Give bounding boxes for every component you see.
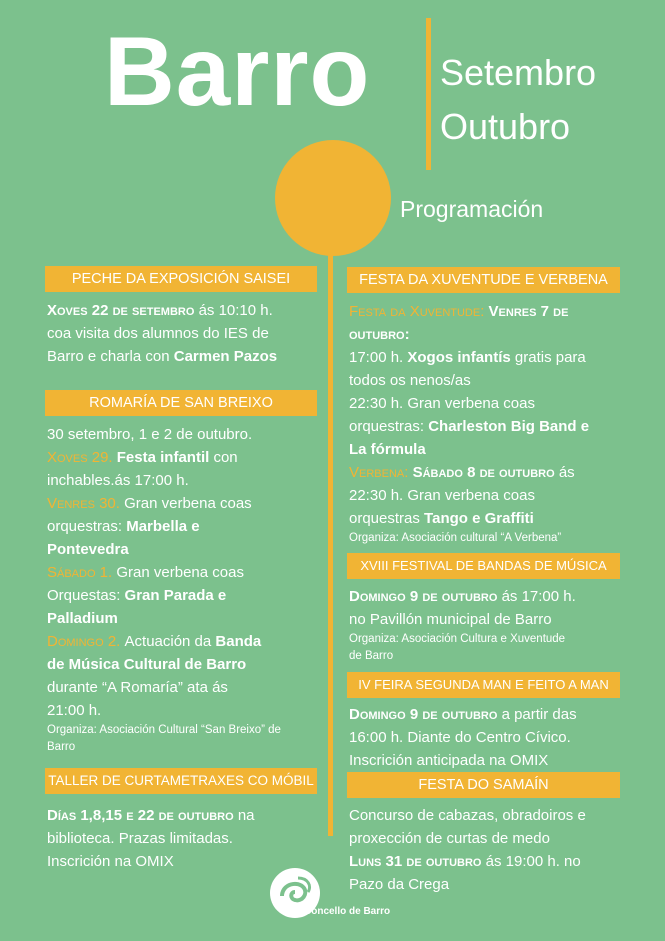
text: 16:00 h. Diante do Centro Cívico. [349, 729, 571, 746]
bold-text: e [126, 807, 138, 824]
text: Inscrición anticipada na OMIX [349, 752, 549, 769]
text-line [47, 804, 255, 827]
section-body [47, 804, 255, 873]
text: no Pavillón municipal de Barro [349, 611, 552, 628]
text: Orquestas: [47, 587, 125, 604]
section-header-romaria: ROMARÍA DE SAN BREIXO [45, 390, 317, 416]
text-line [349, 438, 589, 461]
text-line [47, 561, 281, 584]
text-line [47, 699, 281, 722]
text-line [47, 299, 277, 322]
bold-text: Venres 7 de [488, 303, 569, 320]
text-line [349, 585, 576, 608]
text: Organiza: Asociación Cultural “San Breixo” de [47, 724, 281, 736]
text-line [349, 300, 589, 323]
text-line [47, 345, 277, 368]
bold-text: Domingo 9 de outubro [349, 588, 498, 605]
text-line [349, 369, 589, 392]
text: de Barro [349, 650, 394, 662]
bold-text: Pontevedra [47, 541, 129, 558]
month-september: Setembro [440, 52, 597, 93]
bold-text: Gran Parada e [124, 587, 227, 604]
center-divider [328, 240, 333, 836]
bold-text: Días [47, 807, 81, 824]
text-line [47, 739, 281, 756]
text-line [349, 461, 589, 484]
text-line [47, 492, 281, 515]
text-line [349, 827, 586, 850]
bold-text: Carmen Pazos [173, 348, 278, 365]
section-body [349, 585, 576, 665]
text-line [349, 530, 589, 547]
text-line [349, 631, 576, 648]
section-header-peche: PECHE DA EXPOSICIÓN SAISEI [45, 266, 317, 292]
text: Actuación da [124, 633, 216, 650]
text: coa visita dos alumnos do IES de [47, 325, 269, 342]
text-line [47, 446, 281, 469]
bold-text: Xogos infantís [407, 349, 511, 366]
text-line [349, 648, 576, 665]
text: orquestras [349, 510, 425, 527]
text-line [47, 423, 281, 446]
section-body [47, 423, 281, 756]
text-line [349, 323, 589, 346]
section-header-bandas: XVIII FESTIVAL DE BANDAS DE MÚSICA [347, 553, 620, 579]
text: 30 setembro, 1 e 2 de outubro. [47, 426, 253, 443]
text-line [47, 722, 281, 739]
section-header-feira: IV FEIRA SEGUNDA MAN E FEITO A MAN [347, 672, 620, 698]
text-line [47, 630, 281, 653]
text: ás 19:00 h. no [481, 853, 581, 870]
bold-text: de outubro [158, 807, 234, 824]
highlight-label: Domingo 2. [47, 633, 125, 650]
highlight-label: Sábado 1. [47, 564, 117, 581]
text-line [349, 703, 577, 726]
text: inchables.ás 17:00 h. [47, 472, 189, 489]
text: Organiza: Asociación Cultura e Xuventude [349, 633, 566, 645]
text: orquestras: [47, 518, 127, 535]
text-line [47, 584, 281, 607]
text: 17:00 h. [349, 349, 408, 366]
text: 22:30 h. Gran verbena coas [349, 395, 535, 412]
highlight-label: Verbena: [349, 464, 413, 481]
text: Inscrición na OMIX [47, 853, 174, 870]
text: ás [554, 464, 575, 481]
text-line [47, 515, 281, 538]
bold-text: Tango e Graffiti [424, 510, 534, 527]
bold-text: outubro: [349, 326, 410, 343]
text: proxección de curtas de medo [349, 830, 550, 847]
text-line [349, 726, 577, 749]
text: Barro [47, 741, 76, 753]
bold-text: 22 [137, 807, 159, 824]
text: Pazo da Crega [349, 876, 450, 893]
bold-text: de setembro [112, 302, 195, 319]
text-line [47, 653, 281, 676]
text: 22:30 h. Gran verbena coas [349, 487, 535, 504]
bold-text: Luns 31 de outubro [349, 853, 482, 870]
bold-text: La fórmula [349, 441, 426, 458]
section-body [349, 300, 589, 547]
text: gratis para [510, 349, 586, 366]
bold-text: Xoves [47, 302, 92, 319]
text: orquestras: [349, 418, 429, 435]
bold-text: Charleston Big Band e [428, 418, 590, 435]
bold-text: Sábado 8 de outubro [412, 464, 555, 481]
month-october: Outubro [440, 106, 571, 147]
text: Barro e charla con [47, 348, 174, 365]
section-header-taller: TALLER DE CURTAMETRAXES CO MÓBIL [45, 768, 317, 794]
text: na [233, 807, 255, 824]
bold-text: 1,8,15 [80, 807, 127, 824]
text-line [349, 608, 576, 631]
subtitle: Programación [400, 196, 544, 222]
bold-text: de Música Cultural de Barro [47, 656, 247, 673]
text: a partir das [497, 706, 577, 723]
logo-text: Concello de Barro [304, 906, 391, 917]
text-line [47, 827, 255, 850]
text: biblioteca. Prazas limitadas. [47, 830, 233, 847]
section-body [47, 299, 277, 368]
text-line [47, 538, 281, 561]
text-line [349, 507, 589, 530]
bold-text: Marbella e [126, 518, 200, 535]
text: todos os nenos/as [349, 372, 471, 389]
decorative-circle [275, 140, 391, 256]
text: Organiza: Asociación cultural “A Verbena” [349, 532, 562, 544]
text: ás 17:00 h. [497, 588, 576, 605]
text-line [349, 749, 577, 772]
text-line [349, 346, 589, 369]
section-header-xuventude: FESTA DA XUVENTUDE E VERBENA [347, 267, 620, 293]
text-line [349, 873, 586, 896]
text-line [349, 415, 589, 438]
text: ás 10:10 h. [194, 302, 273, 319]
text-line [47, 469, 281, 492]
bold-text: Palladium [47, 610, 118, 627]
text: con [209, 449, 238, 466]
text-line [349, 392, 589, 415]
section-body [349, 703, 577, 772]
section-body [349, 804, 586, 896]
text-line [349, 484, 589, 507]
bold-text: Festa infantil [116, 449, 210, 466]
bold-text: Domingo 9 de outubro [349, 706, 498, 723]
section-header-samain: FESTA DO SAMAÍN [347, 772, 620, 798]
text-line [349, 850, 586, 873]
months [440, 46, 596, 154]
text-line [47, 850, 255, 873]
highlight-label: Xoves 29. [47, 449, 117, 466]
title-divider [426, 18, 431, 170]
text: Concurso de cabazas, obradoiros e [349, 807, 586, 824]
text-line [47, 676, 281, 699]
bold-text: 22 [91, 302, 113, 319]
text: Gran verbena coas [124, 495, 252, 512]
text-line [349, 804, 586, 827]
highlight-label: Venres 30. [47, 495, 125, 512]
highlight-label: Festa da Xuventude: [349, 303, 489, 320]
text-line [47, 607, 281, 630]
text: durante “A Romaría” ata ás [47, 679, 228, 696]
poster-title: Barro [104, 16, 371, 126]
text: Gran verbena coas [116, 564, 244, 581]
bold-text: Banda [215, 633, 262, 650]
text: 21:00 h. [47, 702, 102, 719]
text-line [47, 322, 277, 345]
